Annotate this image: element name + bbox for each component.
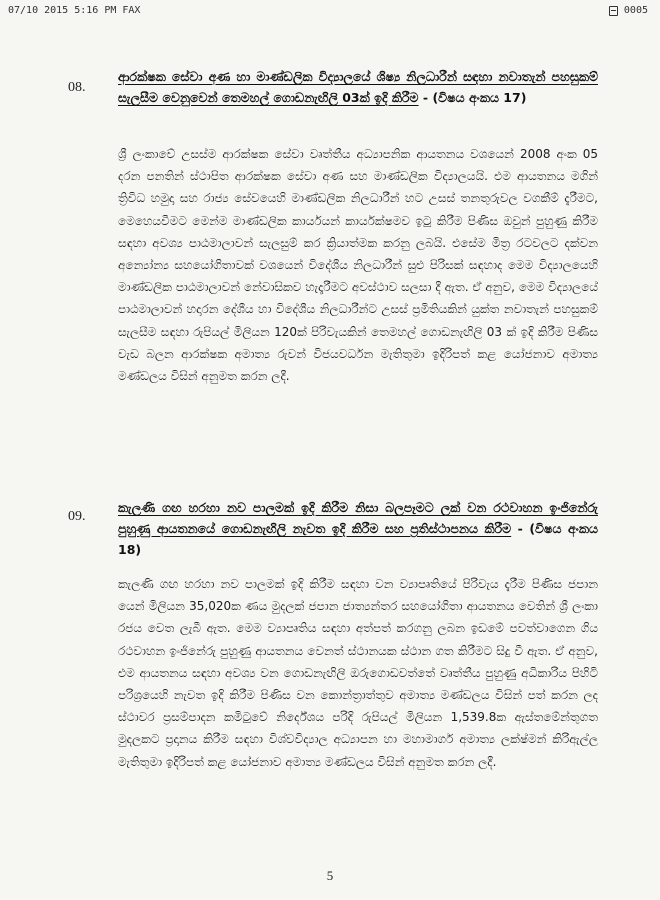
item-subject-number: - (විෂය අංකය 17): [418, 90, 527, 105]
item-number: 08.: [68, 80, 86, 95]
item-body: කැලණි ගඟ හරහා නව පාලමක් ඉදි කිරීම සඳහා වන ව්‍යාපෘතියේ පිරිවැය දැරීම පිණිස ජපාන යෙන් මිලියන 35,020ක ණය මුදලක් ජපාන ජාත්‍යන්තර සහයෝගිතා ආයතනය වෙතින් ශ්‍රී ලංකා රජය වෙත ලැබී ඇත. මෙම ව්‍යාපෘතිය සඳහා අත්පත් කරගනු ලබන ඉඩමේ පවත්වාගෙන ගිය රථවාහන ඉංජිනේරු පුහුණු ආයතනය වෙනත් ස්ථානයක ස්ථාන ගත කිරීමට සිදු වී ඇත. ඒ අනුව, එම ආයතනය සඳහා අවශ්‍ය වන ගොඩනැඟිලි ඔරුගොඩවත්තේ වෘත්තීය පුහුණු අධිකාරිය පිහිටි පරිශ්‍රයෙහි නැවත ඉදි කිරීම පිණිස වන කොන්ත්‍රාත්තුව අමාත්‍ය මණ්ඩලය විසින් පත් කරන ලද ස්ථාවර ප්‍රසම්පාදන කමිටුවේ නිර්දේශය පරිදි රුපියල් මිලියන 1,539.8ක ඇස්තමේන්තුගත මුදලකට ප්‍රදානය කිරීම සඳහා විශ්වවිද්‍යාල අධ්‍යාපන හා මහාමාර්ග අමාත්‍ය ලක්ෂ්මන් කිරිඇල්ල මැතිතුමා ඉදිරිපත් කළ යෝජනාව අමාත්‍ය මණ්ඩලය විසින් අනුමත කරන ලදී.: [118, 577, 598, 769]
page-number: 5: [326, 868, 334, 883]
item-number: 09.: [68, 509, 86, 524]
fax-header: [8, 5, 648, 19]
item-title: [118, 497, 598, 560]
item-title-text: කැලණි ගඟ හරහා නව පාලමක් ඉදි කිරීම නිසා බලපෑමට ලක් වන රථවාහන ඉංජිනේරු පුහුණු ආයතනයේ ගොඩනැඟිලි නැවත ඉදි කිරීම සහ ප්‍රතිස්ථාපනය කිරීම: [118, 500, 598, 536]
fax-page-number: 0005: [623, 5, 648, 16]
fax-page-icon: [609, 6, 618, 16]
item-subject-number: - (විෂය අංකය 18): [118, 521, 598, 557]
item-title-text: ආරක්ෂක සේවා අණ හා මාණ්ඩලික විද්‍යාලයේ ශිෂ්‍ය නිලධාරීන් සඳහා නවාතැන් පහසුකම් සැලසීම වෙනුවෙන් තෙමහල් ගොඩනැඟිලි 03ක් ඉදි කිරීම: [118, 69, 598, 105]
item-body: ශ්‍රී ලංකාවේ උසස්ම ආරක්ෂක සේවා වෘත්තීය අධ්‍යාපනික ආයතනය වශයෙන් 2008 අංක 05 දරන පනතින් ස්ථාපිත ආරක්ෂක සේවා අණ සහ මාණ්ඩලික විද්‍යාලයයි. එම ආයතනය මගින් ත්‍රිවිධ හමුදා සහ රාජ්‍ය සේවයෙහි මාණ්ඩලික නිලධාරීන් හට උසස් තනතුරුවල වගකීම් දැරීමට, මෙහෙයවීමට මෙන්ම මාණ්ඩලික කාර්යයන් කාර්යක්ෂමව ඉටු කිරීම පිණිස ඔවුන් පුහුණු කිරීම සඳහා අවශ්‍ය පාඨමාලාවන් සැලසුම් කර ක්‍රියාත්මක කරනු ලබයි. එසේම මිත්‍ර රටවලට දක්වන අන්‍යෝන්‍ය සහයෝගිතාවක් වශයෙන් විදේශීය නිලධාරීන් සුළු පිරිසක් සඳහාද මෙම විද්‍යාලයෙහි මාණ්ඩලික පාඨමාලාවන් නේවාසිකව හැදෑරීමට අවස්ථාව සලසා දී ඇත. ඒ අනුව, මෙම විද්‍යාලයේ පාඨමාලාවන් හදාරන දේශීය හා විදේශීය නිලධාරීන්ට උසස් ප්‍රමිතියකින් යුක්ත නවාතැන් පහසුකම් සැලසීම සඳහා රුපියල් මිලියන 120ක් පිරිවැයකින් තෙමහල් ගොඩනැඟිලි 03 ක් ඉදි කිරීම පිණිස වැඩ බලන ආරක්ෂක අමාත්‍ය රුවන් විජයවර්ධන මැතිතුමා ඉදිරිපත් කළ යෝජනාව අමාත්‍ය මණ්ඩලය විසින් අනුමත කරන ලදී.: [118, 147, 598, 384]
fax-timestamp: 07/10 2015 5:16 PM FAX: [8, 5, 141, 16]
fax-page-indicator: [609, 5, 648, 16]
item-title: [118, 66, 598, 108]
